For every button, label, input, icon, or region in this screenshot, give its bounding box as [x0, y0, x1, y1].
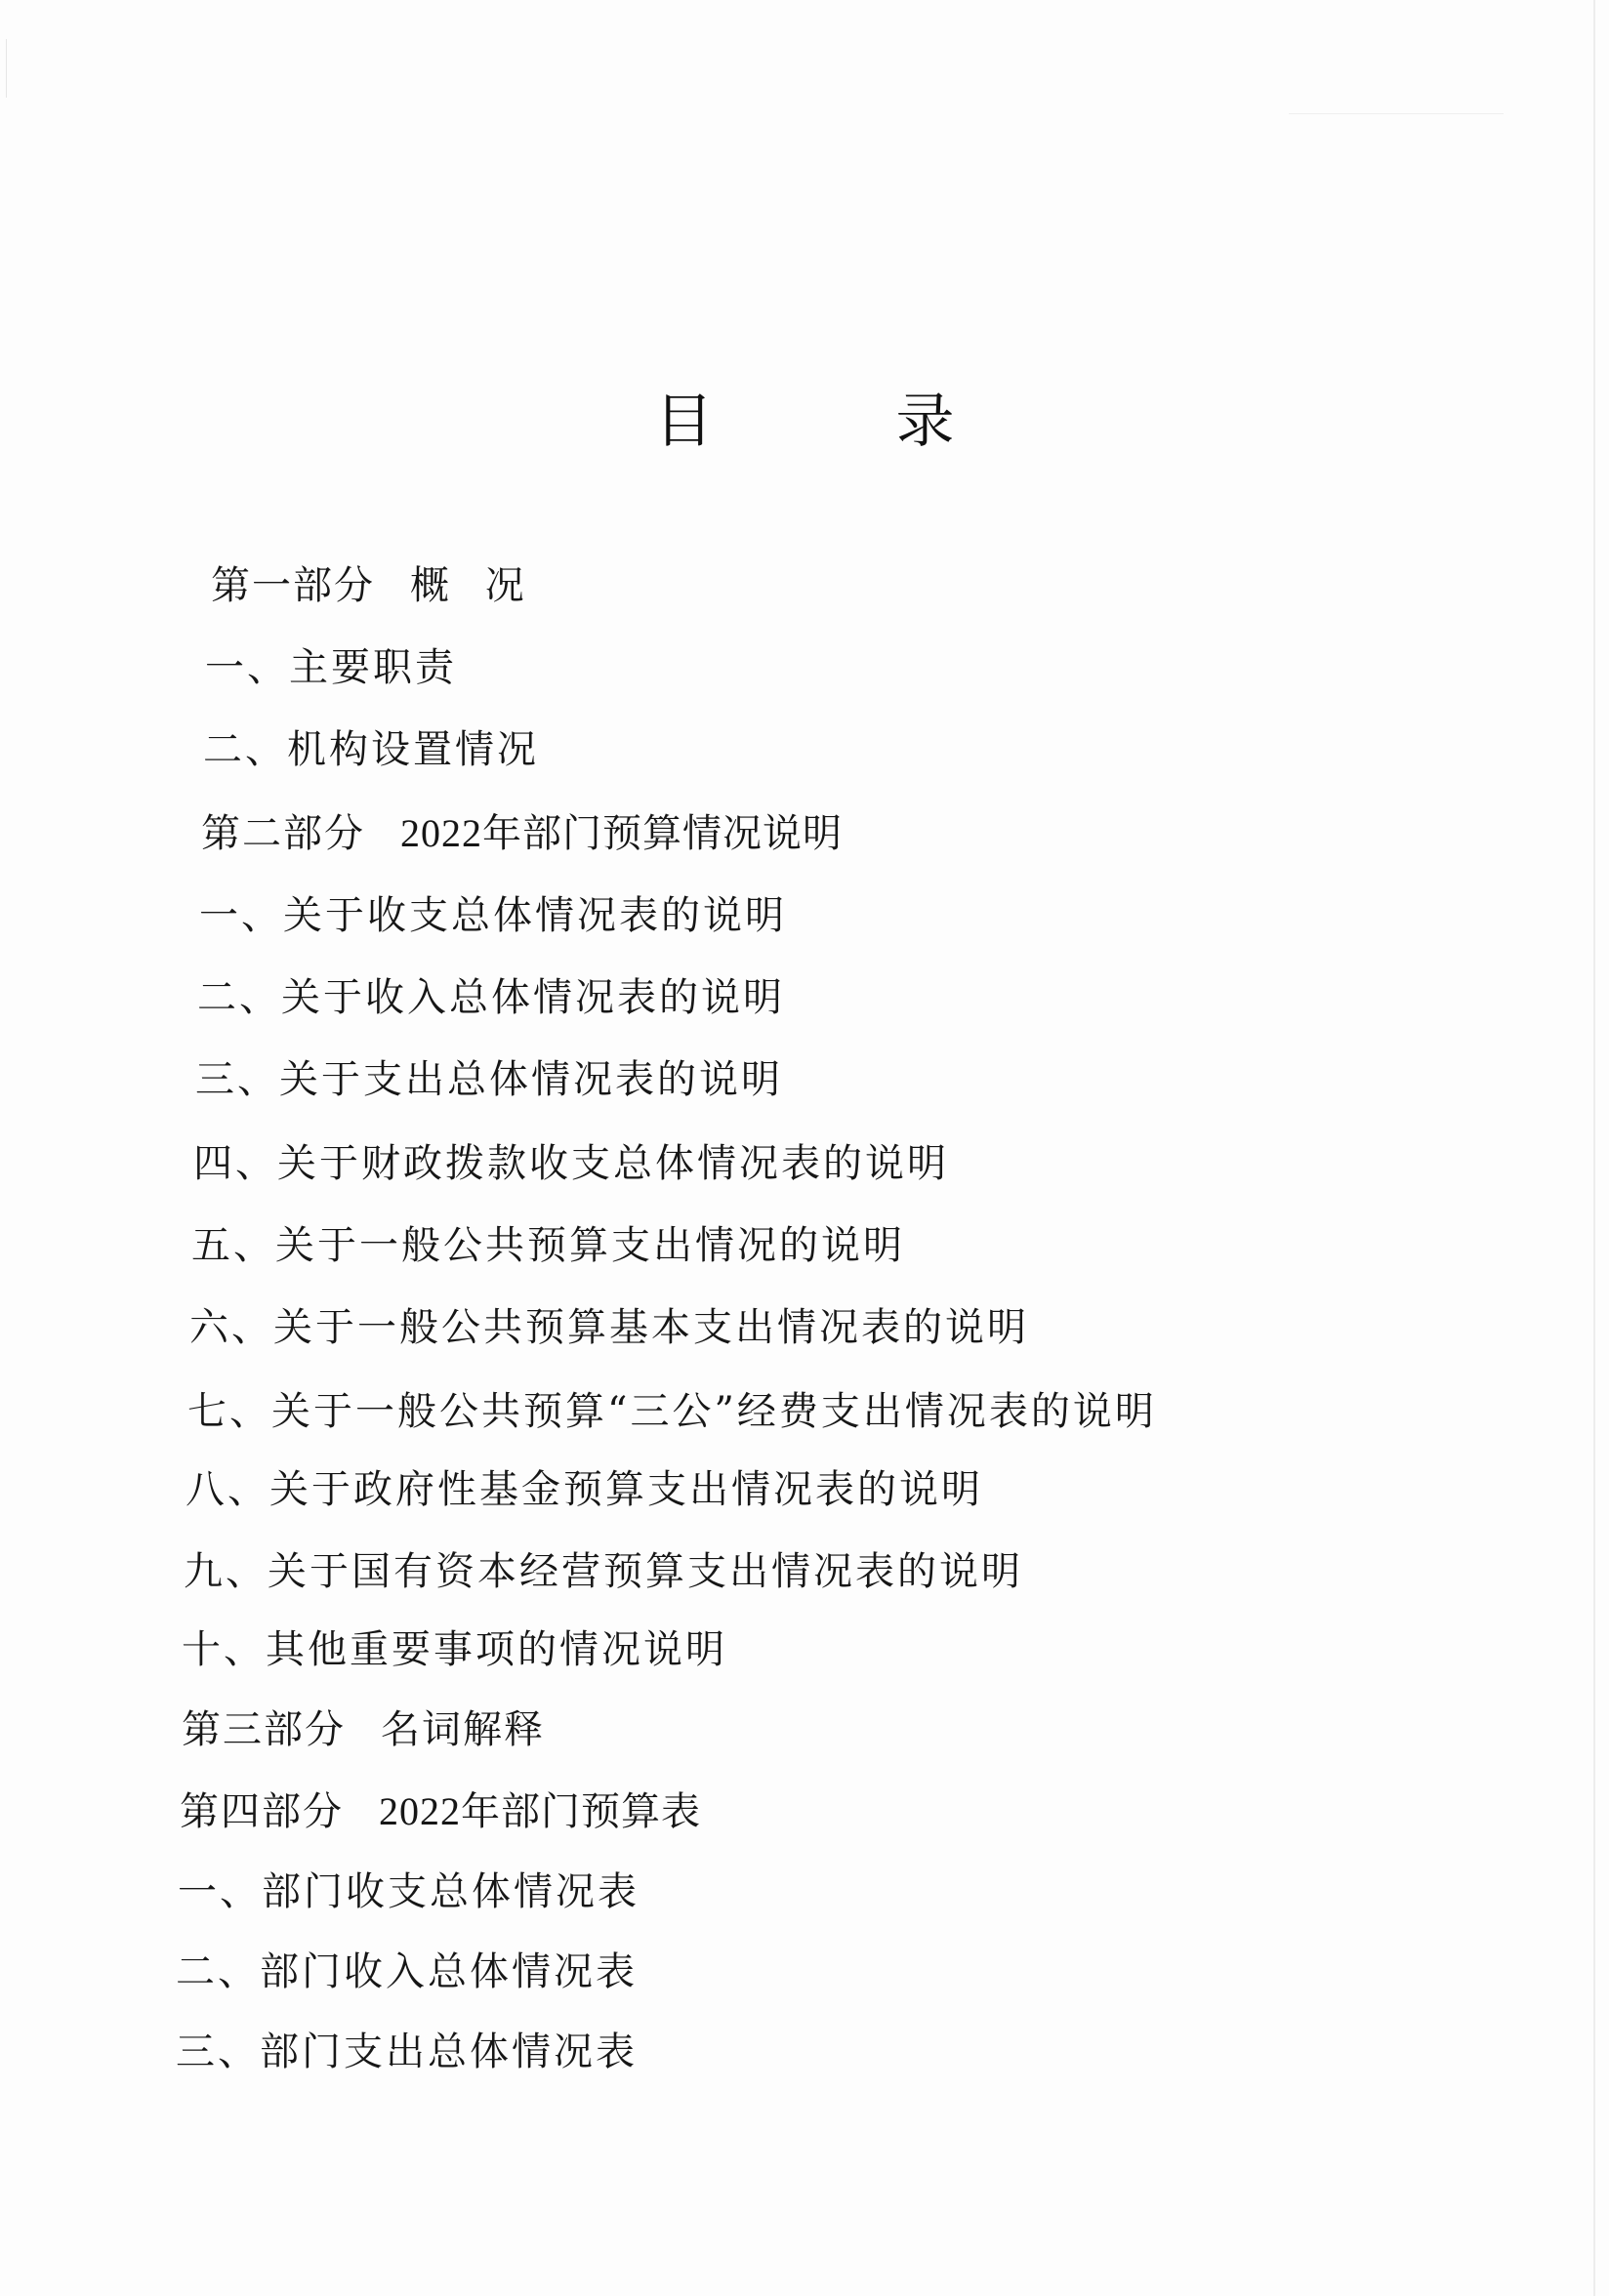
toc-item: [186, 1464, 983, 1515]
toc-item-text: 二、关于收入总体情况表的说明: [197, 975, 785, 1020]
toc-item: [205, 642, 457, 693]
toc-part-2: [201, 808, 843, 859]
toc-item-text: 二、部门收入总体情况表: [176, 1949, 638, 1994]
toc-part-title: 名词解释: [381, 1707, 545, 1752]
toc-part-4: [180, 1786, 701, 1837]
toc-part-title: 概 况: [410, 563, 536, 608]
toc-part-title: 2022年部门预算表: [379, 1789, 701, 1833]
toc-part-1: [211, 560, 536, 611]
toc-item-text: 一、主要职责: [205, 645, 457, 690]
toc-item-text: 七、关于一般公共预算“三公”经费支出情况表的说明: [187, 1389, 1157, 1434]
toc-item: [176, 2027, 638, 2077]
toc-item-text: 二、机构设置情况: [203, 727, 539, 772]
toc-item: [182, 1624, 727, 1675]
toc-part-label: 第二部分: [201, 811, 365, 856]
toc-item: [193, 1138, 949, 1189]
toc-part-label: 第三部分: [182, 1707, 346, 1752]
toc-item-text: 五、关于一般公共预算支出情况的说明: [191, 1223, 905, 1268]
page-title: 目 录: [654, 388, 1037, 456]
toc-item-text: 八、关于政府性基金预算支出情况表的说明: [186, 1467, 983, 1512]
toc-item: [191, 1220, 905, 1271]
toc-item: [199, 890, 787, 941]
toc-item: [203, 724, 539, 775]
toc-part-label: 第一部分: [211, 563, 375, 608]
toc-item-text: 一、部门收支总体情况表: [178, 1869, 639, 1914]
toc-item-text: 四、关于财政拨款收支总体情况表的说明: [193, 1141, 949, 1186]
toc-item: [187, 1386, 1157, 1437]
toc-item: [195, 1054, 783, 1105]
toc-part-label: 第四部分: [180, 1789, 344, 1834]
toc-item-text: 十、其他重要事项的情况说明: [182, 1627, 727, 1672]
toc-item-text: 一、关于收支总体情况表的说明: [199, 893, 787, 938]
toc-item-text: 六、关于一般公共预算基本支出情况表的说明: [189, 1305, 1029, 1350]
toc-item-text: 三、关于支出总体情况表的说明: [195, 1057, 783, 1102]
toc-item-text: 九、关于国有资本经营预算支出情况表的说明: [184, 1549, 1023, 1594]
toc-item: [178, 1866, 639, 1917]
toc-item: [176, 1947, 638, 1997]
toc-part-3: [182, 1704, 545, 1755]
toc-item-text: 三、部门支出总体情况表: [176, 2030, 638, 2074]
toc-item: [184, 1546, 1023, 1597]
toc-part-title: 2022年部门预算情况说明: [400, 811, 843, 855]
toc-item: [189, 1302, 1029, 1353]
toc-item: [197, 972, 785, 1023]
